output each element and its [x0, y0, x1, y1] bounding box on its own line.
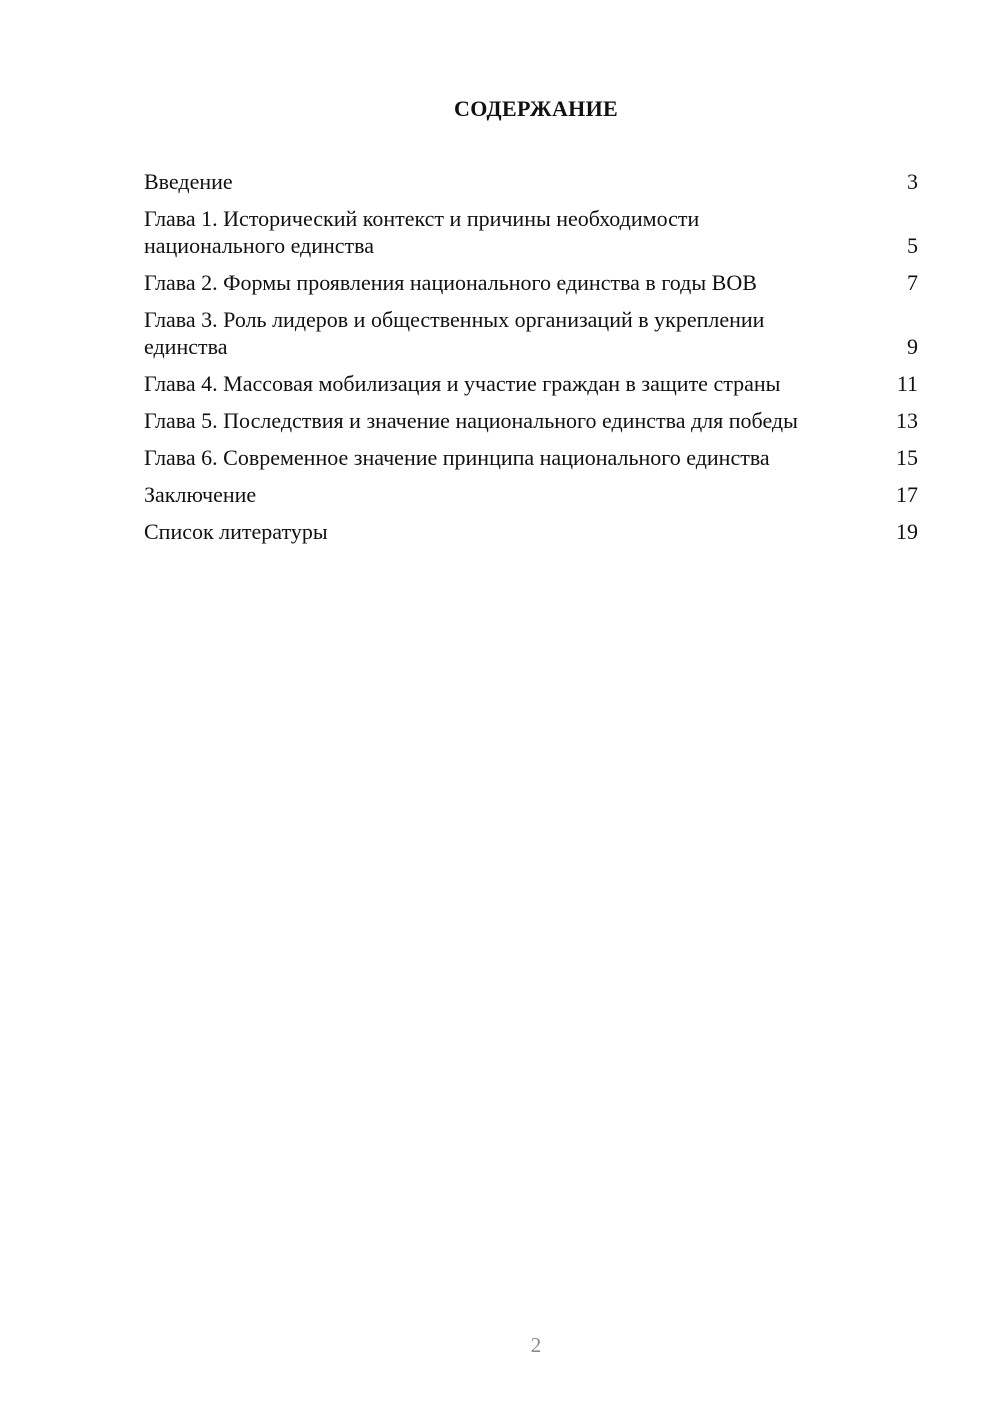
toc-entry-text: Глава 6. Современное значение принципа национального единства [144, 445, 770, 470]
toc-entry-page: 17 [896, 482, 918, 507]
toc-entry-page: 5 [907, 233, 918, 258]
toc-entry-text: Глава 4. Массовая мобилизация и участие граждан в защите страны [144, 371, 781, 396]
toc-entry-text: Глава 2. Формы проявления национального единства в годы ВОВ [144, 270, 757, 295]
toc-entry-chapter-5 [144, 407, 918, 434]
table-of-contents [144, 168, 918, 555]
toc-entry-text: Заключение [144, 482, 257, 507]
toc-entry-chapter-6 [144, 444, 918, 471]
toc-entry-chapter-3 [144, 306, 918, 360]
toc-entry-page: 7 [907, 270, 918, 295]
toc-entry-page: 15 [896, 445, 918, 470]
toc-entry-page: 9 [907, 334, 918, 359]
toc-entry-text: Введение [144, 169, 233, 194]
toc-entry-chapter-2 [144, 269, 918, 296]
page-number: 2 [530, 1333, 542, 1357]
toc-entry-text: Глава 5. Последствия и значение национального единства для победы [144, 408, 798, 433]
toc-entry-chapter-1 [144, 205, 918, 259]
toc-entry-text: Список литературы [144, 519, 328, 544]
toc-entry-text: Глава 3. Роль лидеров и общественных организаций в укреплении единства [144, 307, 765, 359]
toc-entry-page: 11 [896, 371, 918, 396]
toc-entry-introduction [144, 168, 918, 195]
toc-entry-page: 19 [896, 519, 918, 544]
toc-entry-chapter-4 [144, 370, 918, 397]
toc-title: СОДЕРЖАНИЕ [454, 96, 618, 121]
toc-entry-page: 3 [907, 169, 918, 194]
toc-entry-page: 13 [896, 408, 918, 433]
toc-entry-text: Глава 1. Исторический контекст и причины необходимости национального единства [144, 206, 700, 258]
toc-entry-references [144, 518, 918, 545]
toc-entry-conclusion [144, 481, 918, 508]
